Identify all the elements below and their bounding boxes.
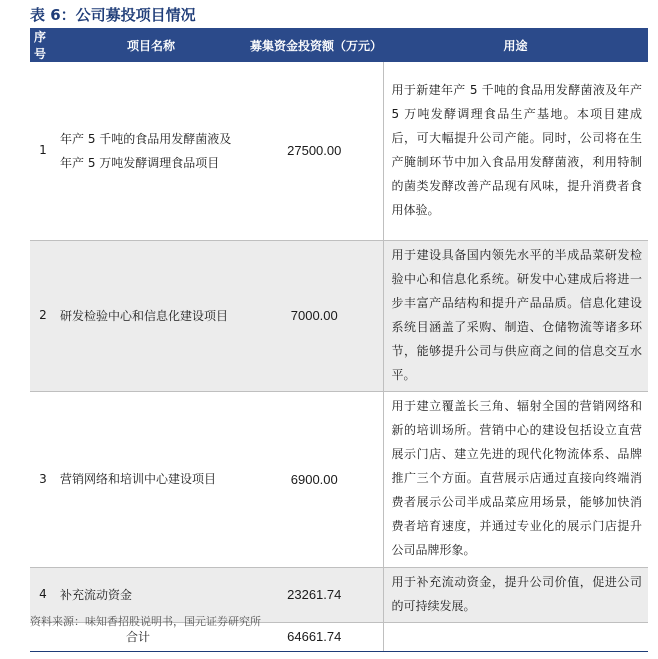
fundraising-projects-table	[30, 28, 648, 652]
row-amount: 27500.00	[246, 62, 383, 240]
row-amount: 23261.74	[246, 567, 383, 622]
row-use: 用于新建年产 5 千吨的食品用发酵菌液及年产 5 万吨发酵调理食品生产基地。本项目建成后，可大幅提升公司产能。同时，公司将在生产腌制环节中加入食品用发酵菌液，利用特制的菌类发酵改善产品现有风味，提升消费者食用体验。	[383, 62, 648, 240]
table-title: 表 6：公司募投项目情况	[30, 6, 196, 24]
source-note: 资料来源：味知香招股说明书，国元证券研究所	[30, 615, 261, 628]
row-amount: 6900.00	[246, 391, 383, 567]
row-amount: 7000.00	[246, 240, 383, 391]
row-project-name: 研发检验中心和信息化建设项目	[56, 240, 246, 391]
table-row	[30, 391, 648, 567]
row-project-name: 年产 5 千吨的食品用发酵菌液及年产 5 万吨发酵调理食品项目	[56, 62, 246, 240]
table-header-row	[30, 28, 648, 62]
header-seq: 序号	[30, 28, 56, 62]
row-seq: 4	[30, 567, 56, 622]
row-use: 用于补充流动资金，提升公司价值，促进公司的可持续发展。	[383, 567, 648, 622]
header-name: 项目名称	[56, 28, 246, 62]
header-amount: 募集资金投资额（万元）	[246, 28, 383, 62]
row-seq: 2	[30, 240, 56, 391]
row-seq: 3	[30, 391, 56, 567]
header-use: 用途	[383, 28, 648, 62]
row-use: 用于建设具备国内领先水平的半成品菜研发检验中心和信息化系统。研发中心建成后将进一步丰富产品结构和提升产品品质。信息化建设系统目涵盖了采购、制造、仓储物流等诸多环节，能够提升公司与供应商之间的信息交互水平。	[383, 240, 648, 391]
table-row	[30, 62, 648, 240]
total-amount: 64661.74	[246, 622, 383, 651]
total-label: 合计	[30, 622, 246, 651]
table-row	[30, 240, 648, 391]
row-project-name: 补充流动资金	[56, 567, 246, 622]
row-seq: 1	[30, 62, 56, 240]
row-project-name: 营销网络和培训中心建设项目	[56, 391, 246, 567]
row-use: 用于建立覆盖长三角、辐射全国的营销网络和新的培训场所。营销中心的建设包括设立直营展示门店、建立先进的现代化物流体系、品牌推广三个方面。直营展示店通过直接向终端消费者展示公司半成品菜应用场景，能够加快消费者培育速度，并通过专业化的展示门店提升公司品牌形象。	[383, 391, 648, 567]
total-use-empty	[383, 622, 648, 651]
